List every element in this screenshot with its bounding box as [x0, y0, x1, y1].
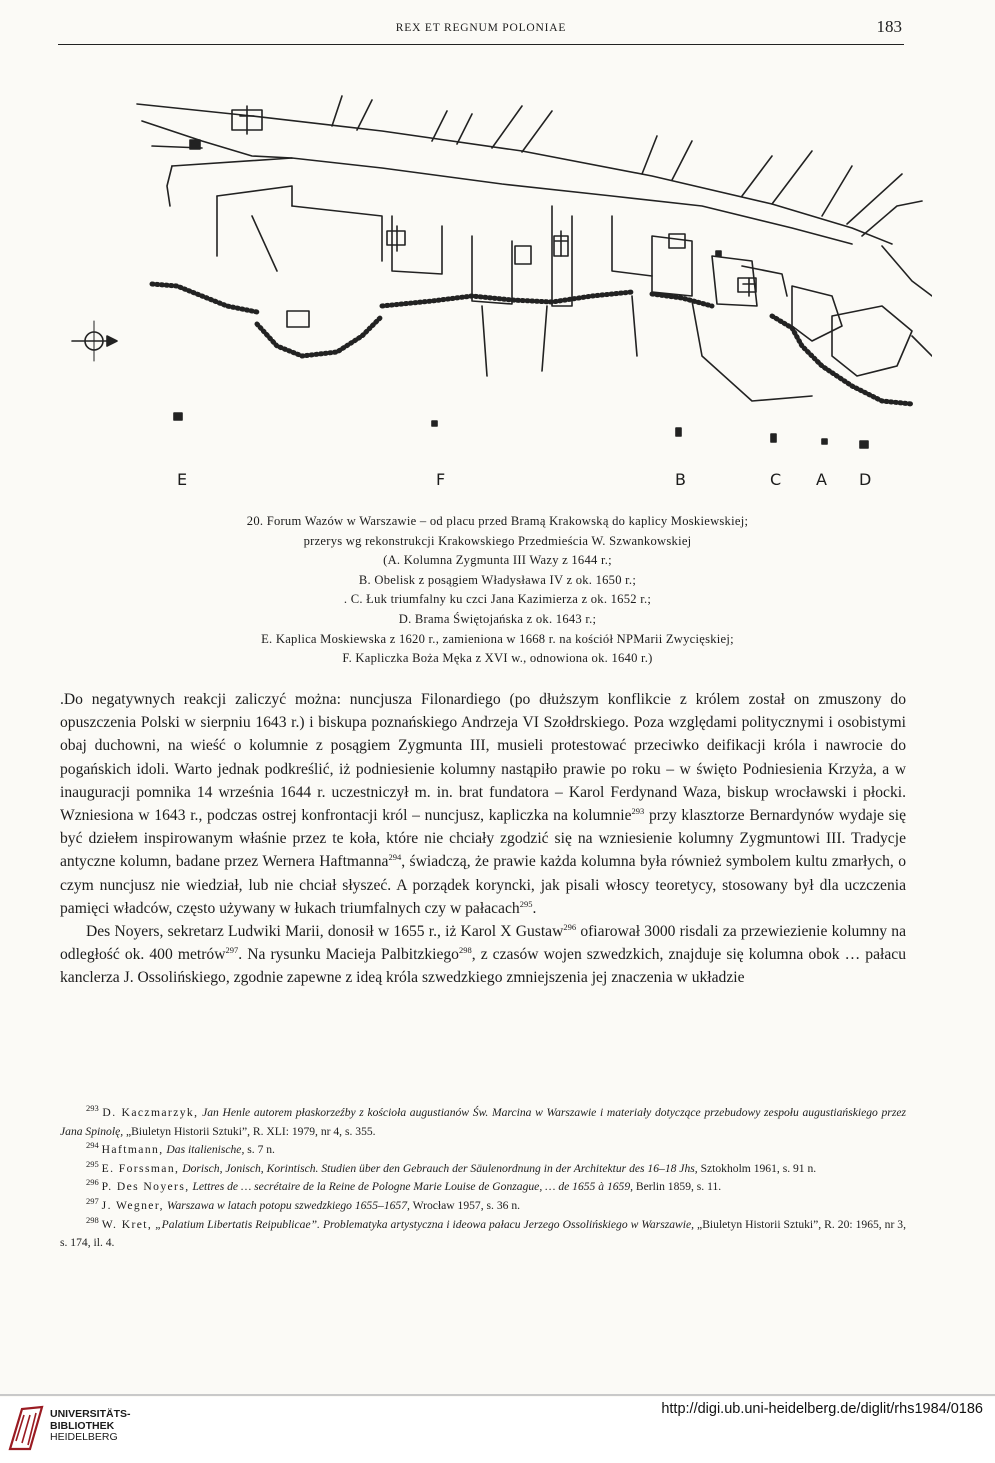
letter-d: D [859, 470, 872, 489]
footnote-ref: 294 [388, 852, 402, 863]
library-name: UNIVERSITÄTS- BIBLIOTHEK HEIDELBERG [50, 1408, 131, 1443]
footnote: $^{294}$ Haftmann, Das italienische, s. 7 n. [86, 1140, 275, 1157]
letter-a: A [816, 470, 827, 489]
caption-line: D. Brama Świętojańska z ok. 1643 r.; [398, 611, 597, 626]
footer-divider [0, 1394, 995, 1396]
letter-f: F [436, 470, 446, 489]
paragraph-2: Des Noyers, sekretarz Ludwiki Marii, donosił w 1655 r., iż Karol X Gustaw$^{296}$ ofiarował 3000 risdali za przewiezienie kolumny na odległość ok. 400 metrów$^{297}$. Na rysunku Macieja Palbitzkiego$^{298}$, z czasów wojen szwedzkich, znajduje się kolumna obok … pałacu kanclerza J. Ossolińskiego, zgodnie zapewne z ideą króla szwedzkiego zmniejszenia jej znaczenia w układzie [60, 921, 907, 987]
footnote-ref: 297 [225, 945, 239, 956]
letter-b: B [675, 470, 686, 489]
running-header [58, 18, 904, 45]
footnote-ref: 298 [458, 945, 472, 956]
footnote: $^{298}$ W. Kret, „Palatium Libertatis Reipublicae”. Problematyka artystyczna i ideowa pałacu Jerzego Ossolińskiego w Warszawie, „Biuletyn Historii Sztuki”, R. 20: 1965, nr 3, s. 174, il. 4. [60, 1214, 907, 1250]
caption-line: przerys wg rekonstrukcji Krakowskiego Przedmieścia W. Szwankowskiej [303, 533, 692, 548]
running-title: REX ET REGNUM POLONIAE [395, 22, 567, 34]
footnote: $^{296}$ P. Des Noyers, Lettres de … secrétaire de la Reine de Pologne Marie Louise de Gonzague, … de 1655 à 1659, Berlin 1859, s. 11. [86, 1177, 722, 1194]
footnote-ref: 296 [563, 921, 577, 932]
caption-line: (A. Kolumna Zygmunta III Wazy z 1644 r.; [383, 553, 612, 568]
caption-line: E. Kaplica Moskiewska z 1620 r., zamieniona w 1668 r. na kościół NPMarii Zwycięskiej; [261, 631, 734, 646]
figure-letters [0, 470, 995, 494]
body-text [60, 688, 906, 990]
footnote-ref: 293 [631, 805, 645, 816]
caption-line: . C. Łuk triumfalny ku czci Jana Kazimierza z ok. 1652 r.; [343, 592, 652, 607]
figure-caption [70, 512, 925, 669]
forum-map-figure [52, 56, 932, 468]
source-url-link[interactable]: http://digi.ub.uni-heidelberg.de/diglit/rhs1984/0186 [661, 1401, 983, 1417]
footnote-ref: 295 [519, 898, 533, 909]
footnote: $^{293}$ D. Kaczmarzyk, Jan Henle autorem płaskorzeźby z kościoła augustianów Św. Marcina w Warszawie i materiały dotyczące przebudowy zespołu augustiańskiego przez Jana Spinolę, „Biuletyn Historii Sztuki”, R. XLI: 1979, nr 4, s. 355. [60, 1103, 906, 1138]
compass-icon [72, 321, 117, 361]
letter-e: E [177, 470, 188, 489]
caption-line: B. Obelisk z posągiem Władysława IV z ok. 1650 r.; [358, 572, 637, 587]
footnotes [60, 1104, 906, 1253]
footnote: $^{297}$ J. Wegner, Warszawa w latach potopu szwedzkiego 1655–1657, Wrocław 1957, s. 36 n. [86, 1196, 521, 1212]
letter-c: C [770, 470, 782, 489]
library-logo-icon [8, 1403, 44, 1451]
page-number: 183 [876, 17, 902, 36]
caption-line: 20. Forum Wazów w Warszawie – od placu przed Bramą Krakowską do kaplicy Moskiewskiej; [246, 514, 749, 528]
paragraph-1: .Do negatywnych reakcji zaliczyć można: nuncjusza Filonardiego (po dłuższym konflikcie z królem został on zmuszony do opuszczenia Polski w sierpniu 1643 r.) i biskupa poznańskiego Andrzeja VI Szołdrskiego. Poza względami politycznymi i osobistymi obaj duchowni, na wieść o kolumnie z posągiem Zygmunta III, musieli protestować przeciwko deifikacji króla i nawrocie do pogańskich idoli. Warto jednak podkreślić, iż podniesienie kolumny nastąpiło prawie po roku – w święto Podniesienia Krzyża, a w inauguracji pomnika 14 września 1644 r. uczestniczył m. in. brat fundatora – Karol Ferdynand Waza, biskup wrocławski i płocki. Wzniesiona w 1643 r., podczas ostrej konfrontacji król – nuncjusz, kapliczka na kolumnie$^{293}$ przy klasztorze Bernardynów wydaje się być dziełem inspirowanym właśnie przez te koła, które nie chciały zgodzić się na wzniesienie kolumny Zygmuntowi III. Tradycje antyczne kolumn, badane przez Wernera Haftmanna$^{294}$, świadczą, że prawie każda kolumna była również symbolem kultu zmarłych, o czym nuncjusz nie wiedział, lub nie chciał słyszeć. A porządek koryncki, jak pisali włoscy teoretycy, stosowany był dla uczczenia pamięci władców, często używany w łukach triumfalnych czy w pałacach$^{295}$. [60, 691, 906, 917]
footnote: $^{295}$ E. Forssman, Dorisch, Jonisch, Korintisch. Studien über den Gebrauch der Säulenordnung in der Architektur des 16–18 Jhs, Sztokholm 1961, s. 91 n. [86, 1158, 817, 1175]
caption-line: F. Kapliczka Boża Męka z XVI w., odnowiona ok. 1640 r.) [342, 651, 653, 666]
